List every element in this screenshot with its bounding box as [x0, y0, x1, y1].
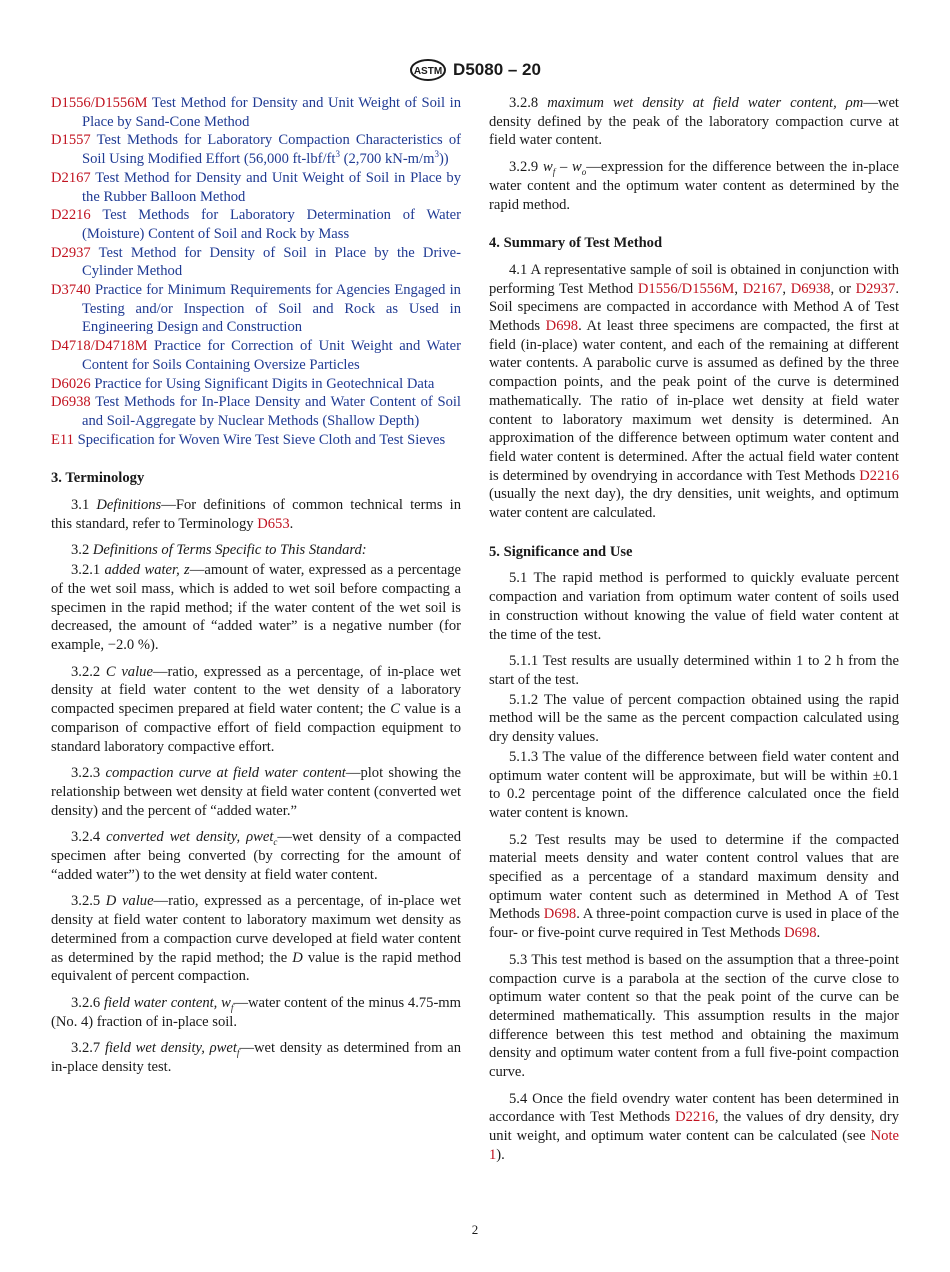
note-1-link[interactable]: Note 1 [489, 1128, 899, 1163]
paragraph-3-2-3: 3.2.3 compaction curve at field water content—plot showing the relationship between wet density at field water content (converted wet density) and the percent of “added water.” [51, 765, 461, 819]
reference-link[interactable]: D2937 [51, 244, 91, 261]
reference-item [51, 206, 461, 243]
section-heading-significance: 5. Significance and Use [489, 543, 633, 560]
paragraph-3-2-2: 3.2.2 C value—ratio, expressed as a percentage, of in-place wet density at field water content to the wet density of a laboratory compacted specimen prepared at field water content; the C value is a comparison of compactive effort of field compaction equipment to standard laboratory compactive effort. [51, 663, 461, 755]
reference-title[interactable]: Test Method for Density of Soil in Place by the Drive-Cylinder Method [82, 244, 461, 280]
d2216-link[interactable]: D2216 [859, 467, 899, 484]
paragraph-5-1-2: 5.1.2 The value of percent compaction obtained using the rapid method will be the same as the percent compaction calculated using dry density values. [489, 691, 899, 746]
reference-item [51, 94, 461, 131]
reference-title[interactable]: Practice for Minimum Requirements for Agencies Engaged in Testing and/or Inspection of Soil and Rock as Used in Engineering Design and Construction [82, 282, 461, 336]
reference-item [51, 337, 461, 374]
reference-item [51, 131, 461, 168]
reference-title[interactable]: Test Method for Density and Unit Weight of Soil in Place by the Rubber Balloon Method [82, 169, 461, 205]
reference-link[interactable]: D6026 [51, 375, 91, 392]
logo-text: ASTM [413, 66, 443, 77]
reference-item [51, 375, 461, 394]
reference-link[interactable]: D2167 [51, 169, 91, 186]
paragraph-5-3: 5.3 This test method is based on the assumption that a three-point compaction curve is a parabola at the section of the curve close to optimum water content so that the peak point of the curve can be determined mathematically. This assumption results in the major difference between this test method and obtaining the maximum density and optimum water content from a full five-point compaction curve. [489, 951, 899, 1081]
document-id: D5080 – 20 [453, 59, 541, 79]
reference-link[interactable]: D2216 [51, 207, 91, 224]
page-number: 2 [471, 1222, 479, 1237]
section-heading-terminology: 3. Terminology [51, 470, 145, 487]
paragraph-3-2-8: 3.2.8 maximum wet density at field water content, ρm—wet density defined by the peak of the laboratory compaction curve at field water content. [489, 95, 899, 149]
section-heading-summary: 4. Summary of Test Method [489, 235, 663, 252]
paragraph-3-2-4: 3.2.4 converted wet density, ρwet$_c$—wet density of a compacted specimen after being converted (by correcting for the amount of “added water”) to the wet density at field water content. [51, 829, 461, 883]
d2216-link[interactable]: D2216 [675, 1109, 715, 1126]
d698-link[interactable]: D698 [784, 925, 817, 942]
left-column [51, 94, 461, 1077]
reference-item [51, 169, 461, 206]
paragraph-5-1-3: 5.1.3 The value of the difference between field water content and optimum water content will be approximate, but will be within ±0.1 to 0.2 percentage point of the difference calculated once the field water content is known. [489, 748, 899, 821]
reference-link[interactable]: D4718/D4718M [51, 338, 148, 355]
page-header [0, 57, 950, 83]
reference-link[interactable]: D3740 [51, 282, 91, 299]
d698-link[interactable]: D698 [543, 906, 577, 923]
reference-title[interactable]: Specification for Woven Wire Test Sieve Cloth and Test Sieves [77, 431, 446, 448]
astm-logo-icon [409, 59, 447, 81]
reference-item [51, 244, 461, 281]
reference-link[interactable]: E11 [51, 431, 74, 448]
reference-item [51, 393, 461, 430]
reference-title[interactable]: Practice for Using Significant Digits in Geotechnical Data [94, 375, 435, 392]
paragraph-3-1: 3.1 Definitions—For definitions of common technical terms in this standard, refer to Terminology D653. [51, 497, 461, 532]
reference-title[interactable]: Test Method for Density and Unit Weight of Soil in Place by Sand-Cone Method [82, 95, 462, 130]
paragraph-3-2-6: 3.2.6 field water content, $w_f—water$ content of the minus 4.75-mm (No. 4) fraction of in-place soil. [51, 994, 462, 1030]
reference-item [51, 281, 461, 337]
paragraph-5-2: 5.2 Test results may be used to determine if the compacted material meets density and water content control values that are specified as a percentage of a standard maximum density and optimum water content such as determined in Method A of Test Methods D698. A three-point compaction curve is used in place of the four- or five-point curve required in Test Methods D698. [489, 831, 899, 942]
d2167-link[interactable]: D2167 [742, 280, 783, 297]
d653-link[interactable]: D653 [257, 515, 290, 532]
right-column [489, 94, 899, 1165]
referenced-documents-list [51, 94, 461, 449]
reference-link[interactable]: D6938 [51, 394, 91, 411]
paragraph-3-2-1: 3.2.1 added water, z—amount of water, expressed as a percentage of the wet soil mass, which is added to wet soil before compacting a specimen in the rapid method; if the water content of the wet soil is decreased, the amount of “added water” is a negative number (for example, −2.0 %). [51, 562, 461, 653]
d6938-link[interactable]: D6938 [790, 280, 831, 297]
d698-link[interactable]: D698 [545, 318, 579, 335]
paragraph-5-1-1: 5.1.1 Test results are usually determined within 1 to 2 h from the start of the test. [489, 653, 899, 688]
reference-title[interactable]: Test Methods for Laboratory Compaction Characteristics of Soil Using Modified Effort (56,000 $ft-lbf/ft^3$ (2,700 $kN-m/m^3$)) [82, 132, 461, 168]
reference-title[interactable]: Test Methods for In-Place Density and Water Content of Soil and Soil-Aggregate by Nuclear Methods (Shallow Depth) [82, 394, 461, 429]
reference-title[interactable]: Test Methods for Laboratory Determination of Water (Moisture) Content of Soil and Rock by Mass [82, 207, 461, 242]
reference-link[interactable]: D1557 [51, 132, 91, 149]
paragraph-3-2-9: 3.2.9 $w_f$ – $w_o—expression$ for the difference between the in-place water content and the optimum water content as determined by the rapid method. [489, 159, 900, 213]
d1556-link[interactable]: D1556/D1556M [637, 280, 735, 297]
paragraph-5-4: 5.4 Once the field ovendry water content has been determined in accordance with Test Methods D2216, the values of dry density, dry unit weight, and optimum water content can be calculated (see Note 1). [489, 1090, 899, 1163]
paragraph-3-2-7: 3.2.7 field wet density, ρwet$_f$—wet density as determined from an in-place density test. [51, 1040, 461, 1076]
reference-title[interactable]: Practice for Correction of Unit Weight and Water Content for Soils Containing Oversize Particles [82, 338, 461, 373]
paragraph-3-2-5: 3.2.5 D value—ratio, expressed as a percentage, of in-place wet density at field water content to laboratory maximum wet density as determined from a compaction curve developed at field water content as determined by the rapid method; the D value is the rapid method equivalent of percent compaction. [51, 893, 461, 985]
paragraph-5-1: 5.1 The rapid method is performed to quickly evaluate percent compaction and variation from optimum water content of soils used in construction without knowing the value of field water content at the time of the test. [489, 570, 899, 643]
paragraph-3-2: 3.2 Definitions of Terms Specific to This Standard: [71, 542, 367, 559]
reference-link[interactable]: D1556/D1556M [51, 95, 148, 111]
reference-item [51, 431, 461, 450]
d2937-link[interactable]: D2937 [855, 280, 896, 297]
paragraph-4-1: 4.1 A representative sample of soil is obtained in conjunction with performing Test Method D1556/D1556M, D2167, D6938, or D2937. Soil specimens are compacted in accordance with Method A of Test Methods D698. At least three specimens are compacted, the first at field (in-place) water content, and each of the remaining at different water contents. A parabolic curve is assumed as defined by the three compaction points, and the peak point of the curve is determined mathematically. The ratio of in-place wet density at field water content to laboratory maximum wet density is determined. An approximation of the difference between optimum water content and field water content is determined. After the actual field water content is determined by ovendrying in accordance with Test Methods D2216 (usually the next day), the dry densities, unit weights, and optimum water content are calculated. [489, 261, 900, 522]
